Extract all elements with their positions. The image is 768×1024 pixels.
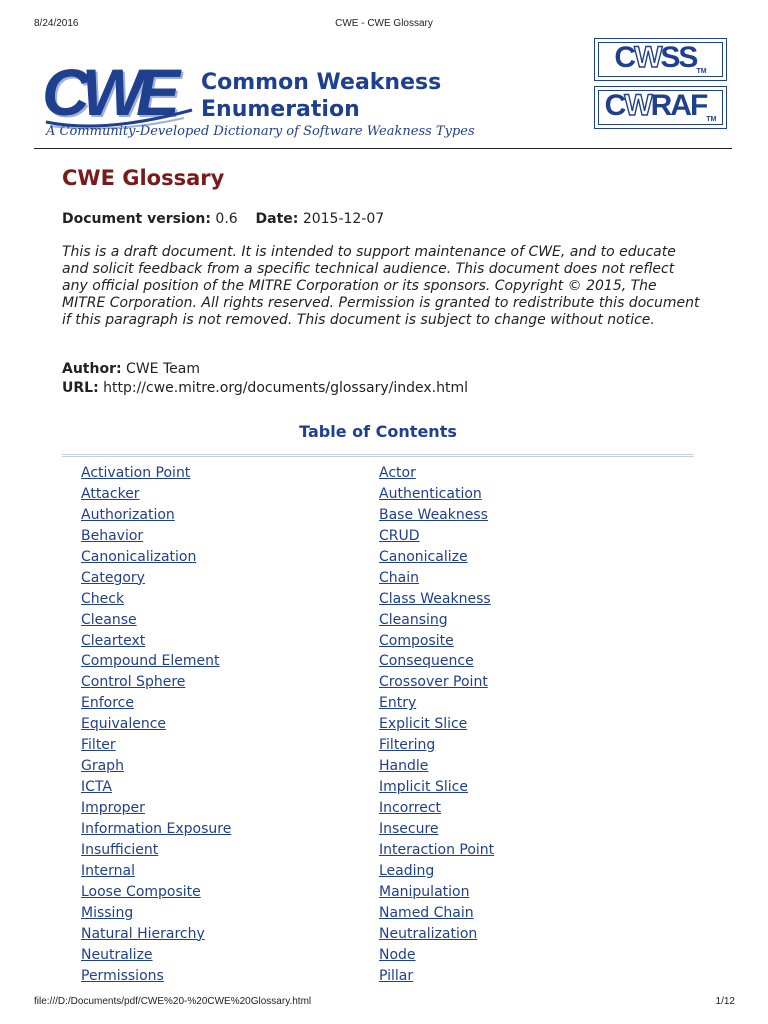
url-line (62, 380, 468, 396)
cwraf-logo-text: CWRAFTM (604, 89, 717, 123)
toc-link[interactable]: Authentication (379, 485, 482, 502)
toc-link[interactable]: Neutralize (81, 946, 153, 963)
toc-item (379, 506, 494, 527)
url-value: http://cwe.mitre.org/documents/glossary/index.html (103, 380, 468, 396)
cwss-logo-text: CWSSTM (614, 41, 707, 75)
author-label: Author: (62, 361, 122, 377)
toc-item (379, 632, 494, 653)
toc-item (81, 548, 231, 569)
toc-item (81, 925, 231, 946)
toc-link[interactable]: Loose Composite (81, 883, 201, 900)
toc-link[interactable]: Internal (81, 862, 135, 879)
toc-item (379, 590, 494, 611)
toc-link[interactable]: Manipulation (379, 883, 470, 900)
print-page-number: 1/12 (715, 996, 735, 1007)
banner-divider (34, 148, 732, 149)
toc-link[interactable]: Composite (379, 632, 454, 649)
url-label: URL: (62, 380, 99, 396)
toc-link[interactable]: Node (379, 946, 416, 963)
toc-item (81, 506, 231, 527)
toc-link[interactable]: Equivalence (81, 716, 167, 733)
toc-left-column (81, 464, 231, 987)
toc-link[interactable]: Actor (379, 465, 416, 481)
toc-item (81, 946, 231, 967)
toc-link[interactable]: Natural Hierarchy (81, 925, 205, 942)
toc-link[interactable]: Cleansing (379, 611, 448, 628)
toc-link[interactable]: Pillar (379, 967, 414, 984)
toc-item (379, 883, 494, 904)
toc-item (81, 590, 231, 611)
toc-link[interactable]: Named Chain (379, 904, 474, 921)
toc-link[interactable]: Authorization (81, 506, 175, 523)
toc-link[interactable]: Missing (81, 904, 134, 921)
cwe-logo (42, 55, 192, 129)
toc-item (379, 569, 494, 590)
toc-item (379, 652, 494, 673)
toc-item (379, 778, 494, 799)
toc-item (379, 946, 494, 967)
toc-item (379, 967, 494, 988)
version-label: Document version: (62, 211, 211, 227)
toc-link[interactable]: Implicit Slice (379, 779, 468, 796)
banner-title-line1: Common Weakness (201, 70, 442, 95)
toc-item (81, 464, 231, 485)
print-file-path: file:///D:/Documents/pdf/CWE%20-%20CWE%20Glossary.html (34, 996, 312, 1007)
toc-heading: Table of Contents (299, 422, 457, 441)
toc-item (81, 862, 231, 883)
toc-link[interactable]: Class Weakness (379, 590, 491, 607)
banner-title (201, 69, 521, 123)
cwraf-logo-link[interactable] (594, 86, 727, 129)
toc-link[interactable]: Permissions (81, 967, 164, 984)
toc-item (81, 527, 231, 548)
print-header (0, 14, 768, 30)
print-date: 8/24/2016 (34, 18, 79, 29)
toc-link[interactable]: Crossover Point (379, 674, 488, 691)
toc-link[interactable]: Compound Element (81, 653, 220, 670)
toc-item (81, 485, 231, 506)
intro-paragraph: This is a draft document. It is intended to support maintenance of CWE, and to educate and solicit feedback from a specific technical audience. This document does not reflect any official position of the MITRE Corporation or its sponsors. Copyright © 2015, The MITRE Corporation. All rights reserved. Permission is granted to redistribute this document if this paragraph is not removed. This document is subject to change without notice. (62, 244, 700, 328)
toc-link[interactable]: Explicit Slice (379, 716, 468, 733)
toc-item (379, 611, 494, 632)
page-title: CWE Glossary (62, 166, 225, 190)
banner-tagline: A Community-Developed Dictionary of Software Weakness Types (46, 124, 475, 139)
toc-link[interactable]: Cleanse (81, 611, 137, 628)
toc-item (81, 673, 231, 694)
author-line (62, 361, 200, 377)
toc-link[interactable]: Chain (379, 569, 419, 586)
toc-item (379, 715, 494, 736)
date-value: 2015-12-07 (302, 211, 385, 227)
toc-item (81, 736, 231, 757)
toc-item (81, 778, 231, 799)
toc-link[interactable]: Neutralization (379, 925, 478, 942)
cwe-logo-text: CWE (42, 55, 172, 129)
toc-item (379, 757, 494, 778)
toc-divider (62, 454, 694, 457)
toc-item (379, 694, 494, 715)
toc-item (81, 652, 231, 673)
toc-item (379, 464, 494, 485)
toc-link[interactable]: Entry (379, 695, 417, 712)
toc-link[interactable]: Base Weakness (379, 506, 488, 523)
toc-link[interactable]: Filtering (379, 737, 436, 754)
toc-item (379, 820, 494, 841)
toc-link[interactable]: Graph (81, 758, 124, 775)
toc-item (81, 694, 231, 715)
toc-link[interactable]: Improper (81, 800, 145, 816)
toc-link[interactable]: Check (81, 590, 125, 607)
toc-item (81, 632, 231, 653)
toc-item (379, 527, 494, 548)
toc-item (379, 841, 494, 862)
toc-link[interactable]: Category (81, 569, 145, 586)
toc-item (81, 715, 231, 736)
toc-link[interactable]: Cleartext (81, 632, 146, 649)
toc-item (81, 569, 231, 590)
toc-item (81, 883, 231, 904)
toc-link[interactable]: Behavior (81, 527, 144, 544)
toc-item (379, 925, 494, 946)
toc-link[interactable]: ICTA (81, 779, 112, 796)
toc-link[interactable]: Control Sphere (81, 674, 186, 691)
toc-link[interactable]: Filter (81, 737, 116, 754)
banner-title-line2: Enumeration (201, 97, 360, 122)
toc-item (379, 673, 494, 694)
toc-link[interactable]: Enforce (81, 695, 134, 712)
toc-item (379, 548, 494, 569)
toc-item (81, 841, 231, 862)
toc-item (81, 820, 231, 841)
toc-link[interactable]: CRUD (379, 527, 420, 544)
toc-link[interactable]: Attacker (81, 485, 140, 502)
toc-link[interactable]: Activation Point (81, 465, 191, 481)
cwss-logo-link[interactable] (594, 38, 727, 81)
version-line (62, 211, 384, 227)
toc-item (81, 611, 231, 632)
toc-item (81, 757, 231, 778)
author-value: CWE Team (126, 361, 200, 377)
toc-link[interactable]: Incorrect (379, 800, 442, 816)
toc-link[interactable]: Interaction Point (379, 841, 495, 858)
toc-link[interactable]: Canonicalize (379, 548, 468, 565)
toc-right-column (379, 464, 494, 987)
toc-link[interactable]: Information Exposure (81, 820, 232, 837)
toc-item (81, 967, 231, 988)
print-page-title: CWE - CWE Glossary (335, 18, 433, 29)
toc-item (379, 736, 494, 757)
toc-link[interactable]: Leading (379, 862, 435, 879)
version-value: 0.6 (215, 211, 238, 227)
toc-link[interactable]: Insecure (379, 820, 439, 837)
toc-item (379, 904, 494, 925)
toc-link[interactable]: Consequence (379, 653, 474, 670)
toc-link[interactable]: Handle (379, 758, 429, 775)
toc-item (379, 862, 494, 883)
toc-link[interactable]: Insufficient (81, 841, 159, 858)
toc-link[interactable]: Canonicalization (81, 548, 197, 565)
date-label: Date: (255, 211, 299, 227)
toc-item (379, 799, 494, 820)
toc-item (81, 904, 231, 925)
toc-item (81, 799, 231, 820)
toc-item (379, 485, 494, 506)
